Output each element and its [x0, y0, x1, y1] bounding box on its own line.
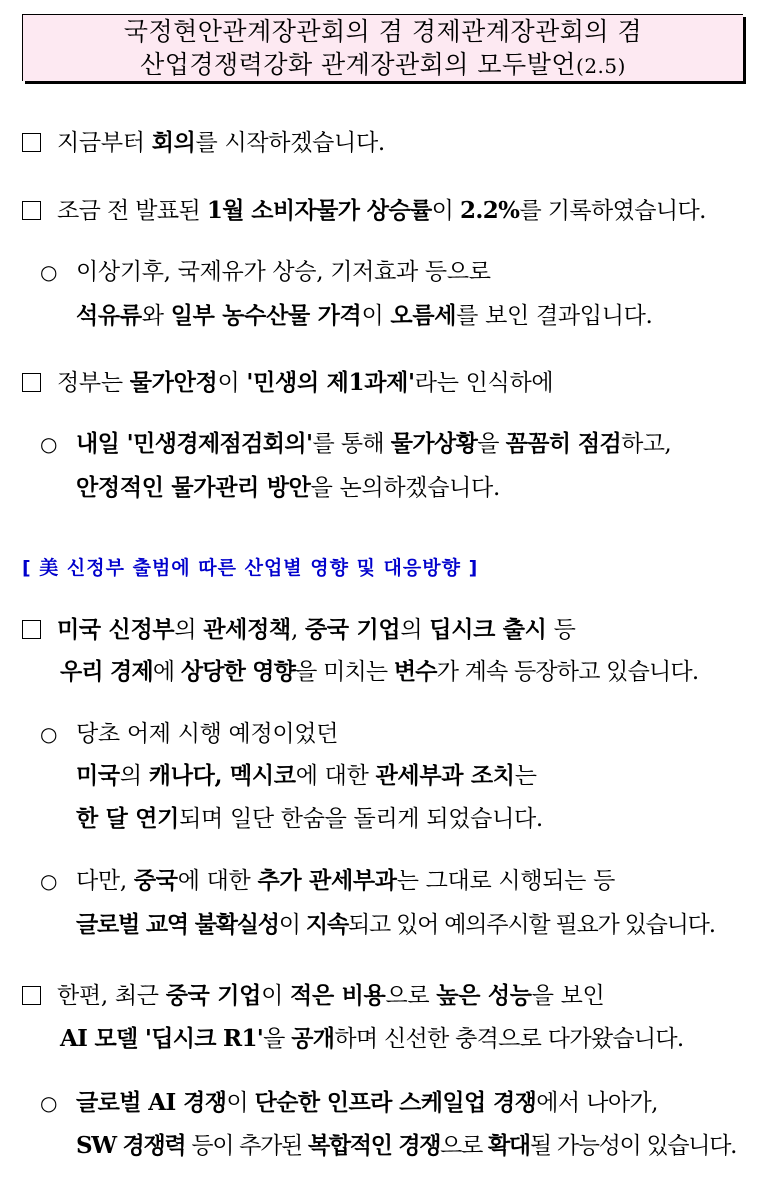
bold-text: 중국 기업	[304, 616, 401, 643]
checkbox-square-icon	[22, 201, 41, 220]
text: 에	[152, 659, 181, 685]
text: 라는 인식하에	[414, 370, 554, 396]
bold-text: 안정적인 물가관리 방안	[76, 474, 311, 501]
bold-text: 물가안정	[129, 369, 218, 396]
bold-text: 확대	[488, 1132, 530, 1159]
paragraph-deepseek-line1	[22, 980, 604, 1012]
circle-bullet-icon: ○	[40, 869, 58, 893]
checkbox-square-icon	[22, 620, 41, 639]
text: 에 대한	[295, 763, 376, 789]
text: 하고,	[621, 431, 672, 457]
text: 이	[361, 303, 391, 329]
text: 의	[174, 617, 204, 643]
text: 등이 추가된	[185, 1133, 308, 1159]
bold-text: 회의	[151, 129, 196, 156]
bold-text: '민생의 제1과제'	[246, 369, 415, 396]
text: 를 시작하겠습니다.	[195, 130, 385, 156]
text: 이	[217, 370, 247, 396]
sub-paragraph-tariff-delay-line2	[76, 760, 537, 792]
bold-text: 석유류	[76, 302, 142, 329]
text: 다만,	[76, 868, 134, 894]
text: 이상기후, 국제유가 상승, 기저효과 등으로	[76, 259, 491, 285]
paragraph-price-stability	[22, 367, 553, 399]
bold-text: 글로벌 AI 경쟁	[76, 1089, 227, 1116]
paragraph-variables-line1	[22, 614, 576, 646]
bold-text: 오름세	[390, 302, 457, 329]
circle-bullet-icon: ○	[40, 260, 58, 284]
bold-text: 중국 기업	[165, 982, 262, 1009]
bold-text: 미국	[76, 762, 120, 789]
title-line-2	[23, 48, 743, 83]
text: 될 가능성이 있습니다.	[529, 1133, 737, 1159]
title-line-1: 국정현안관계장관회의 겸 경제관계장관회의 겸	[123, 17, 643, 46]
bold-text: SW 경쟁력	[76, 1132, 186, 1159]
text: 가 계속 등장하고 있습니다.	[436, 659, 699, 685]
bold-text: 일부 농수산물 가격	[170, 302, 362, 329]
checkbox-square-icon	[22, 373, 41, 392]
paragraph-variables-line2	[60, 656, 698, 688]
bold-text: 관세정책	[203, 616, 291, 643]
bold-text: 단순한 인프라 스케일업 경쟁	[254, 1089, 537, 1116]
bold-text: 추가 관세부과	[257, 867, 397, 894]
bold-text: 물가상황	[390, 430, 478, 457]
bold-text: 지속	[305, 911, 348, 938]
sub-paragraph-china-tariff-line1	[40, 865, 615, 897]
bold-text: 한 달 연기	[76, 805, 180, 832]
sub-paragraph-ai-competition-line2	[76, 1130, 736, 1162]
text: 하며 신선한 충격으로 다가왔습니다.	[334, 1026, 684, 1052]
circle-bullet-icon: ○	[40, 722, 58, 746]
checkbox-square-icon	[22, 986, 41, 1005]
text: 는 그대로 시행되는 등	[396, 868, 615, 894]
text: 을 보인	[531, 983, 605, 1009]
text: 되며 일단 한숨을 돌리게 되었습니다.	[179, 806, 543, 832]
sub-paragraph-cpi-reason-line2	[76, 300, 653, 332]
sub-paragraph-cpi-reason-line1	[40, 256, 491, 288]
text: 을 논의하겠습니다.	[310, 475, 500, 501]
text: 한편, 최근	[57, 983, 166, 1009]
sub-paragraph-meeting-line2	[76, 472, 500, 504]
section-header: [ 美 신정부 출범에 따른 산업별 영향 및 대응방향 ]	[22, 557, 479, 579]
bold-text: 1월 소비자물가 상승률	[206, 197, 432, 224]
text: 는	[514, 763, 537, 789]
sub-paragraph-meeting-line1	[40, 428, 671, 460]
text: ,	[290, 617, 305, 643]
bold-text: 변수	[393, 658, 437, 685]
text: 에서 나아가,	[536, 1090, 658, 1116]
text: 을	[477, 431, 506, 457]
text: 를 보인 결과입니다.	[456, 303, 653, 329]
text: 에 대한	[177, 868, 258, 894]
paragraph-cpi	[22, 195, 706, 227]
bold-text: 우리 경제	[60, 658, 153, 685]
paragraph-opening	[22, 127, 385, 159]
circle-bullet-icon: ○	[40, 432, 57, 456]
text: 당초 어제 시행 예정이었던	[76, 721, 339, 747]
text: 와	[141, 303, 171, 329]
text: 이	[261, 983, 291, 1009]
bold-text: 높은 성능	[436, 982, 532, 1009]
checkbox-square-icon	[22, 133, 41, 152]
bold-text: 캐나다, 멕시코	[148, 762, 296, 789]
text: 조금 전 발표된	[57, 198, 207, 224]
bold-text: 딥시크 출시	[429, 616, 547, 643]
title-date: (2.5)	[576, 54, 626, 78]
bold-text: 관세부과 조치	[375, 762, 515, 789]
text: 를 기록하였습니다.	[519, 198, 706, 224]
text: 지금부터	[57, 130, 152, 156]
text: 를 통해	[312, 431, 391, 457]
text: 이	[431, 198, 460, 224]
bold-text: 복합적인 경쟁	[307, 1132, 441, 1159]
bold-text: 상당한 영향	[180, 658, 296, 685]
title-line-2-text: 산업경쟁력강화 관계장관회의 모두발언	[140, 50, 577, 79]
text: 을 미치는	[295, 659, 394, 685]
bold-text: 중국	[133, 867, 178, 894]
sub-paragraph-tariff-delay-line1	[40, 718, 338, 750]
text: 의	[119, 763, 149, 789]
text: 정부는	[57, 370, 130, 396]
text: 으로	[385, 983, 437, 1009]
bold-text: 내일 '민생경제점검회의'	[76, 430, 313, 457]
text: 의	[400, 617, 430, 643]
text: 등	[546, 617, 576, 643]
sub-paragraph-tariff-delay-line3	[76, 803, 543, 835]
sub-paragraph-ai-competition-line1	[40, 1087, 658, 1119]
text: 이	[226, 1090, 255, 1116]
text: 으로	[440, 1133, 489, 1159]
paragraph-deepseek-line2	[60, 1023, 684, 1055]
circle-bullet-icon: ○	[40, 1091, 57, 1115]
sub-paragraph-china-tariff-line2	[76, 909, 715, 941]
bold-text: AI 모델 '딥시크 R1'	[60, 1025, 264, 1052]
document-title	[22, 14, 743, 81]
text: 을	[263, 1026, 292, 1052]
bold-text: 2.2%	[459, 197, 520, 224]
bold-text: 적은 비용	[290, 982, 386, 1009]
text: 되고 있어 예의주시할 필요가 있습니다.	[347, 912, 715, 938]
text: 이	[278, 912, 306, 938]
bold-text: 미국 신정부	[57, 616, 175, 643]
bold-text: 공개	[291, 1025, 335, 1052]
bold-text: 꼼꼼히 점검	[505, 430, 622, 457]
bold-text: 글로벌 교역 불확실성	[76, 911, 279, 938]
